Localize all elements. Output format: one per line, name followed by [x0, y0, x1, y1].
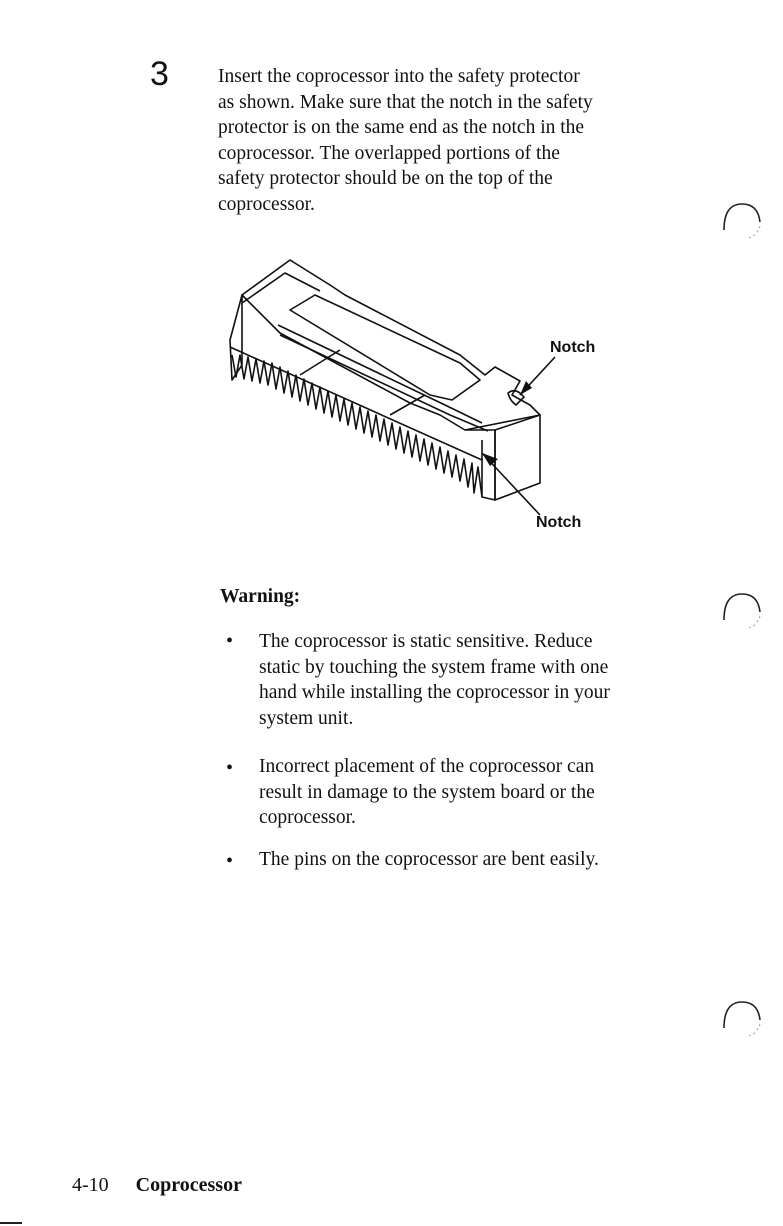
warning-heading: Warning: — [220, 586, 301, 607]
warning-item — [259, 629, 699, 731]
protector-left-end — [230, 295, 242, 380]
step-instructions — [218, 64, 698, 217]
highlight-line-2 — [390, 395, 425, 415]
punch-hole-icon — [718, 588, 764, 630]
notch-label-bottom: Notch — [536, 514, 582, 531]
edge-mark — [0, 1222, 22, 1224]
warning-line: system unit. — [259, 707, 354, 729]
step-line: coprocessor. — [218, 193, 315, 215]
step-line: safety protector should be on the top of the — [218, 168, 553, 189]
page-footer — [72, 1172, 242, 1198]
protector-top — [242, 260, 540, 430]
step-line: coprocessor. The overlapped portions of the — [218, 142, 560, 164]
warning-item — [259, 847, 699, 873]
bullet-marker: • — [226, 630, 234, 652]
coprocessor-figure — [220, 255, 640, 545]
punch-hole-icon — [718, 198, 764, 240]
page-number: 4-10 — [72, 1174, 109, 1196]
punch-hole-icon — [718, 996, 764, 1038]
pin-row-base — [230, 347, 482, 460]
protector-end-block — [495, 415, 540, 500]
bullet-marker: • — [226, 757, 234, 779]
warning-line: hand while installing the coprocessor in your — [259, 682, 610, 703]
step-number: 3 — [150, 55, 169, 93]
warning-line: The coprocessor is static sensitive. Reduce — [259, 631, 593, 652]
step-line: Insert the coprocessor into the safety protector — [218, 66, 580, 87]
section-title: Coprocessor — [135, 1174, 242, 1196]
warning-line: Incorrect placement of the coprocessor can — [259, 756, 595, 777]
bullet-marker: • — [226, 850, 234, 872]
warning-line: static by touching the system frame with one — [259, 656, 609, 678]
pin-row — [232, 355, 482, 497]
warning-line: The pins on the coprocessor are bent easily. — [259, 849, 599, 870]
warning-line: coprocessor. — [259, 807, 356, 828]
chip-edge — [278, 325, 482, 423]
notch-label-top: Notch — [550, 339, 596, 356]
step-line: as shown. Make sure that the notch in the safety — [218, 91, 593, 113]
warning-item — [259, 754, 699, 831]
step-line: protector is on the same end as the notch in the — [218, 117, 585, 138]
warning-line: result in damage to the system board or the — [259, 781, 595, 803]
coprocessor-illustration — [220, 255, 640, 545]
